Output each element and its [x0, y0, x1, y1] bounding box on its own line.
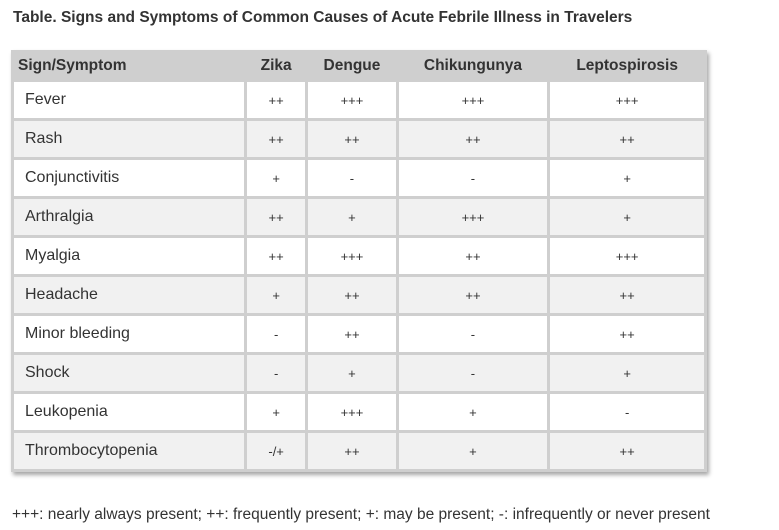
table-row — [14, 199, 704, 235]
table-row — [14, 394, 704, 430]
chikungunya-value: +++ — [399, 199, 548, 235]
symptom-name: Arthralgia — [14, 199, 244, 235]
chikungunya-value: + — [399, 394, 548, 430]
dengue-value: + — [308, 355, 395, 391]
chikungunya-value: +++ — [399, 82, 548, 118]
table-row — [14, 316, 704, 352]
leptospirosis-value: ++ — [550, 316, 704, 352]
zika-value: + — [247, 160, 305, 196]
chikungunya-value: ++ — [399, 238, 548, 274]
symptom-name: Shock — [14, 355, 244, 391]
legend-footnote: +++: nearly always present; ++: frequently present; +: may be present; -: infrequently or never present — [12, 506, 710, 523]
zika-value: - — [247, 355, 305, 391]
leptospirosis-value: +++ — [550, 238, 704, 274]
symptom-name: Fever — [14, 82, 244, 118]
leptospirosis-value: + — [550, 355, 704, 391]
header-leptospirosis: Leptospirosis — [576, 57, 678, 74]
leptospirosis-value: ++ — [550, 433, 704, 469]
symptom-name: Leukopenia — [14, 394, 244, 430]
zika-value: ++ — [247, 121, 305, 157]
header-sign-symptom: Sign/Symptom — [18, 57, 127, 74]
symptom-name: Minor bleeding — [14, 316, 244, 352]
header-zika: Zika — [260, 57, 292, 74]
dengue-value: ++ — [308, 316, 395, 352]
table-row — [14, 355, 704, 391]
table-row — [14, 433, 704, 469]
chikungunya-value: ++ — [399, 277, 548, 313]
dengue-value: ++ — [308, 277, 395, 313]
symptom-name: Rash — [14, 121, 244, 157]
chikungunya-value: ++ — [399, 121, 548, 157]
zika-value: - — [247, 316, 305, 352]
dengue-value: + — [308, 199, 395, 235]
table-row — [14, 238, 704, 274]
zika-value: + — [247, 394, 305, 430]
header-dengue: Dengue — [323, 57, 381, 74]
chikungunya-value: - — [399, 355, 548, 391]
table-header-row — [14, 53, 704, 79]
zika-value: + — [247, 277, 305, 313]
table-title: Table. Signs and Symptoms of Common Causes of Acute Febrile Illness in Travelers — [13, 9, 633, 26]
chikungunya-value: - — [399, 160, 548, 196]
dengue-value: ++ — [308, 121, 395, 157]
dengue-value: +++ — [308, 82, 395, 118]
symptom-name: Headache — [14, 277, 244, 313]
table-row — [14, 82, 704, 118]
zika-value: ++ — [247, 238, 305, 274]
chikungunya-value: - — [399, 316, 548, 352]
dengue-value: - — [308, 160, 395, 196]
chikungunya-value: + — [399, 433, 548, 469]
symptom-name: Myalgia — [14, 238, 244, 274]
leptospirosis-value: ++ — [550, 121, 704, 157]
symptom-name: Thrombocytopenia — [14, 433, 244, 469]
dengue-value: ++ — [308, 433, 395, 469]
leptospirosis-value: +++ — [550, 82, 704, 118]
zika-value: ++ — [247, 82, 305, 118]
table-row — [14, 121, 704, 157]
symptom-name: Conjunctivitis — [14, 160, 244, 196]
dengue-value: +++ — [308, 238, 395, 274]
leptospirosis-value: + — [550, 160, 704, 196]
symptoms-table-container — [11, 50, 707, 472]
symptoms-table — [11, 50, 707, 472]
leptospirosis-value: + — [550, 199, 704, 235]
zika-value: ++ — [247, 199, 305, 235]
table-row — [14, 160, 704, 196]
zika-value: -/+ — [247, 433, 305, 469]
leptospirosis-value: ++ — [550, 277, 704, 313]
header-chikungunya: Chikungunya — [423, 57, 523, 74]
table-row — [14, 277, 704, 313]
dengue-value: +++ — [308, 394, 395, 430]
leptospirosis-value: - — [550, 394, 704, 430]
